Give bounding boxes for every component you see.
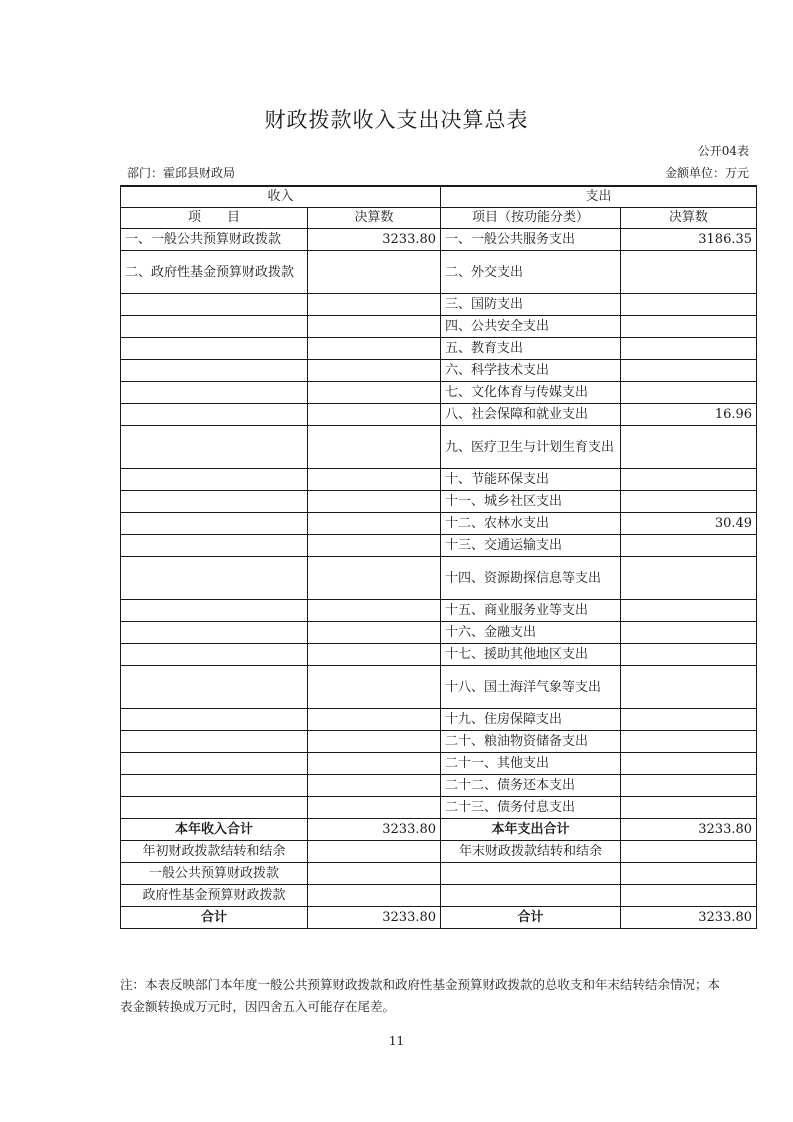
header-row-sub [121,208,757,229]
expense-header: 支出 [441,186,757,208]
expense-amount-cell [621,491,757,513]
table-row [121,338,757,360]
expense-item-cell: 十八、国土海洋气象等支出 [441,666,621,709]
carry-out-value [621,841,757,863]
table-row [121,229,757,251]
income-total-label: 本年收入合计 [121,819,308,841]
income-amount-cell [308,557,441,600]
income-item-cell [121,709,308,731]
budget-table [120,185,757,929]
expense-item-cell: 二十三、债务付息支出 [441,797,621,819]
expense-item-cell: 六、科学技术支出 [441,360,621,382]
table-row [121,644,757,666]
income-item-cell [121,469,308,491]
carry-in-label: 年初财政拨款结转和结余 [121,841,308,863]
expense-item-cell: 八、社会保障和就业支出 [441,404,621,426]
item-header: 项 目 [121,208,308,229]
amount2-header: 决算数 [621,208,757,229]
expense-amount-cell [621,382,757,404]
income-item-cell [121,731,308,753]
expense-amount-cell: 30.49 [621,513,757,535]
income-amount-cell [308,709,441,731]
income-amount-cell [308,294,441,316]
table-row [121,622,757,644]
fund-row [121,885,757,907]
income-amount-cell [308,775,441,797]
table-row [121,513,757,535]
income-item-cell: 一、一般公共预算财政拨款 [121,229,308,251]
expense-amount-cell: 16.96 [621,404,757,426]
general-value [308,863,441,885]
department-label: 部门：霍邱县财政局 [127,166,236,180]
header-row-top [121,186,757,208]
table-row [121,382,757,404]
income-amount-cell [308,469,441,491]
expense-item-cell: 五、教育支出 [441,338,621,360]
expense-item-cell: 七、文化体育与传媒支出 [441,382,621,404]
table-row [121,709,757,731]
expense-amount-cell [621,426,757,469]
general-row [121,863,757,885]
income-item-cell: 二、政府性基金预算财政拨款 [121,251,308,294]
income-item-cell [121,775,308,797]
income-amount-cell [308,644,441,666]
expense-amount-cell [621,600,757,622]
expense-amount-cell [621,666,757,709]
general-empty-amount [621,863,757,885]
general-empty [441,863,621,885]
expense-amount-cell [621,535,757,557]
income-amount-cell [308,382,441,404]
expense-item-cell: 十、节能环保支出 [441,469,621,491]
page-title: 财政拨款收入支出决算总表 [264,108,529,132]
income-header: 收入 [121,186,441,208]
income-item-cell [121,557,308,600]
expense-item-cell: 十六、金融支出 [441,622,621,644]
expense-amount-cell [621,360,757,382]
fund-empty [441,885,621,907]
income-item-cell [121,753,308,775]
table-row [121,731,757,753]
expense-amount-cell [621,797,757,819]
expense-amount-cell [621,469,757,491]
income-item-cell [121,360,308,382]
income-item-cell [121,666,308,709]
expense-item-cell: 十五、商业服务业等支出 [441,600,621,622]
expense-item-cell: 九、医疗卫生与计划生育支出 [441,426,621,469]
expense-amount-cell [621,753,757,775]
income-item-cell [121,622,308,644]
expense-amount-cell [621,709,757,731]
income-item-cell [121,797,308,819]
income-amount-cell [308,404,441,426]
expense-item-cell: 二十一、其他支出 [441,753,621,775]
expense-item-cell: 二十二、债务还本支出 [441,775,621,797]
income-item-cell [121,513,308,535]
income-amount-cell: 3233.80 [308,229,441,251]
table-row [121,491,757,513]
table-row [121,251,757,294]
table-row [121,775,757,797]
carry-out-label: 年末财政拨款结转和结余 [441,841,621,863]
income-item-cell [121,294,308,316]
expense-amount-cell [621,622,757,644]
expense-amount-cell [621,316,757,338]
grand-total-right: 3233.80 [621,907,757,929]
income-amount-cell [308,316,441,338]
income-item-cell [121,535,308,557]
table-row [121,469,757,491]
table-row [121,404,757,426]
expense-item-cell: 十七、援助其他地区支出 [441,644,621,666]
fund-value [308,885,441,907]
expense-amount-cell [621,775,757,797]
expense-total-value: 3233.80 [621,819,757,841]
income-amount-cell [308,513,441,535]
income-amount-cell [308,753,441,775]
income-amount-cell [308,731,441,753]
income-amount-cell [308,360,441,382]
income-amount-cell [308,535,441,557]
expense-item-cell: 十三、交通运输支出 [441,535,621,557]
income-amount-cell [308,600,441,622]
table-row [121,753,757,775]
general-label: 一般公共预算财政拨款 [121,863,308,885]
fund-label: 政府性基金预算财政拨款 [121,885,308,907]
table-row [121,600,757,622]
income-amount-cell [308,622,441,644]
table-row [121,797,757,819]
income-item-cell [121,491,308,513]
income-item-cell [121,404,308,426]
income-amount-cell [308,251,441,294]
expense-item-cell: 一、一般公共服务支出 [441,229,621,251]
expense-item-cell: 二十、粮油物资储备支出 [441,731,621,753]
table-row [121,666,757,709]
expense-amount-cell [621,251,757,294]
func-item-header: 项目（按功能分类） [441,208,621,229]
income-item-cell [121,338,308,360]
table-row [121,294,757,316]
income-amount-cell [308,338,441,360]
expense-amount-cell [621,338,757,360]
income-item-cell [121,316,308,338]
carry-in-value [308,841,441,863]
income-item-cell [121,600,308,622]
income-total-value: 3233.80 [308,819,441,841]
expense-item-cell: 二、外交支出 [441,251,621,294]
expense-amount-cell [621,557,757,600]
income-amount-cell [308,491,441,513]
table-row [121,316,757,338]
unit-label: 金额单位：万元 [664,166,749,180]
grand-total-row [121,907,757,929]
expense-amount-cell [621,731,757,753]
summary-total-row [121,819,757,841]
expense-total-label: 本年支出合计 [441,819,621,841]
grand-total-label-left: 合计 [121,907,308,929]
form-number: 公开04表 [697,144,749,158]
carry-row [121,841,757,863]
income-amount-cell [308,797,441,819]
grand-total-label-right: 合计 [441,907,621,929]
expense-item-cell: 十九、住房保障支出 [441,709,621,731]
table-row [121,360,757,382]
table-row [121,426,757,469]
expense-item-cell: 十四、资源勘探信息等支出 [441,557,621,600]
expense-item-cell: 三、国防支出 [441,294,621,316]
grand-total-left: 3233.80 [308,907,441,929]
table-row [121,535,757,557]
income-amount-cell [308,426,441,469]
income-item-cell [121,382,308,404]
page-number: 11 [388,1034,405,1048]
expense-item-cell: 四、公共安全支出 [441,316,621,338]
expense-amount-cell: 3186.35 [621,229,757,251]
fund-empty-amount [621,885,757,907]
expense-item-cell: 十二、农林水支出 [441,513,621,535]
income-item-cell [121,426,308,469]
expense-item-cell: 十一、城乡社区支出 [441,491,621,513]
table-row [121,557,757,600]
expense-amount-cell [621,294,757,316]
income-amount-cell [308,666,441,709]
footnote: 注：本表反映部门本年度一般公共预算财政拨款和政府性基金预算财政拨款的总收支和年末结转结余情况；本表金额转换成万元时，因四舍五入可能存在尾差。 [120,977,721,1014]
expense-amount-cell [621,644,757,666]
amount-header: 决算数 [308,208,441,229]
income-item-cell [121,644,308,666]
